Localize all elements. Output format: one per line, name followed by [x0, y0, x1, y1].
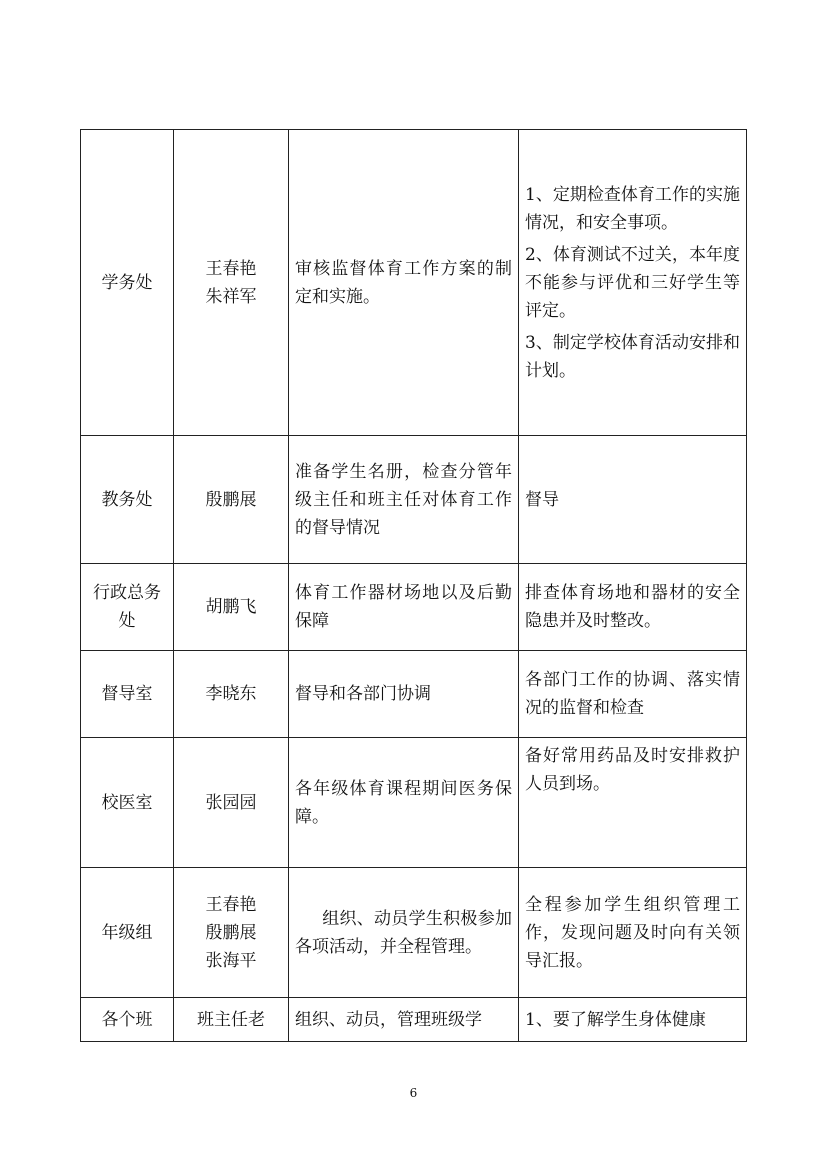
- department-cell: 行政总务处: [81, 564, 174, 651]
- department-cell: 督导室: [81, 651, 174, 738]
- remark-cell: 备好常用药品及时安排救护人员到场。: [519, 738, 747, 868]
- remark-cell: 排查体育场地和器材的安全隐患并及时整改。: [519, 564, 747, 651]
- table-row: [81, 564, 747, 651]
- duty-cell: 体育工作器材场地以及后勤保障: [289, 564, 519, 651]
- person-cell: 王春艳 朱祥军: [174, 130, 289, 436]
- table-row: [81, 436, 747, 564]
- remark-cell: 1、要了解学生身体健康: [519, 998, 747, 1042]
- department-cell: 校医室: [81, 738, 174, 868]
- person-cell: 胡鹏飞: [174, 564, 289, 651]
- responsibility-table: [80, 129, 747, 1042]
- duty-cell: 准备学生名册，检查分管年级主任和班主任对体育工作的督导情况: [289, 436, 519, 564]
- person-cell: 王春艳 殷鹏展 张海平: [174, 868, 289, 998]
- person-cell: 李晓东: [174, 651, 289, 738]
- person-cell: 张园园: [174, 738, 289, 868]
- remark-cell: 督导: [519, 436, 747, 564]
- table-row: [81, 998, 747, 1042]
- remark-cell: 各部门工作的协调、落实情况的监督和检查: [519, 651, 747, 738]
- department-cell: 年级组: [81, 868, 174, 998]
- person-cell: 班主任老: [174, 998, 289, 1042]
- person-cell: 殷鹏展: [174, 436, 289, 564]
- table-row: [81, 868, 747, 998]
- department-cell: 教务处: [81, 436, 174, 564]
- duty-cell: 组织、动员学生积极参加各项活动，并全程管理。: [289, 868, 519, 998]
- table-row: [81, 651, 747, 738]
- duty-cell: 组织、动员，管理班级学: [289, 998, 519, 1042]
- table-row: [81, 738, 747, 868]
- duty-cell: 督导和各部门协调: [289, 651, 519, 738]
- table-row: [81, 130, 747, 436]
- page-number: 6: [409, 1086, 418, 1100]
- remark-cell: 全程参加学生组织管理工作，发现问题及时向有关领导汇报。: [519, 868, 747, 998]
- department-cell: 各个班: [81, 998, 174, 1042]
- remark-cell: 1、定期检查体育工作的实施情况，和安全事项。 2、体育测试不过关，本年度不能参与评优和三好学生等评定。 3、制定学校体育活动安排和计划。: [519, 130, 747, 436]
- duty-cell: 审核监督体育工作方案的制定和实施。: [289, 130, 519, 436]
- department-cell: 学务处: [81, 130, 174, 436]
- duty-cell: 各年级体育课程期间医务保障。: [289, 738, 519, 868]
